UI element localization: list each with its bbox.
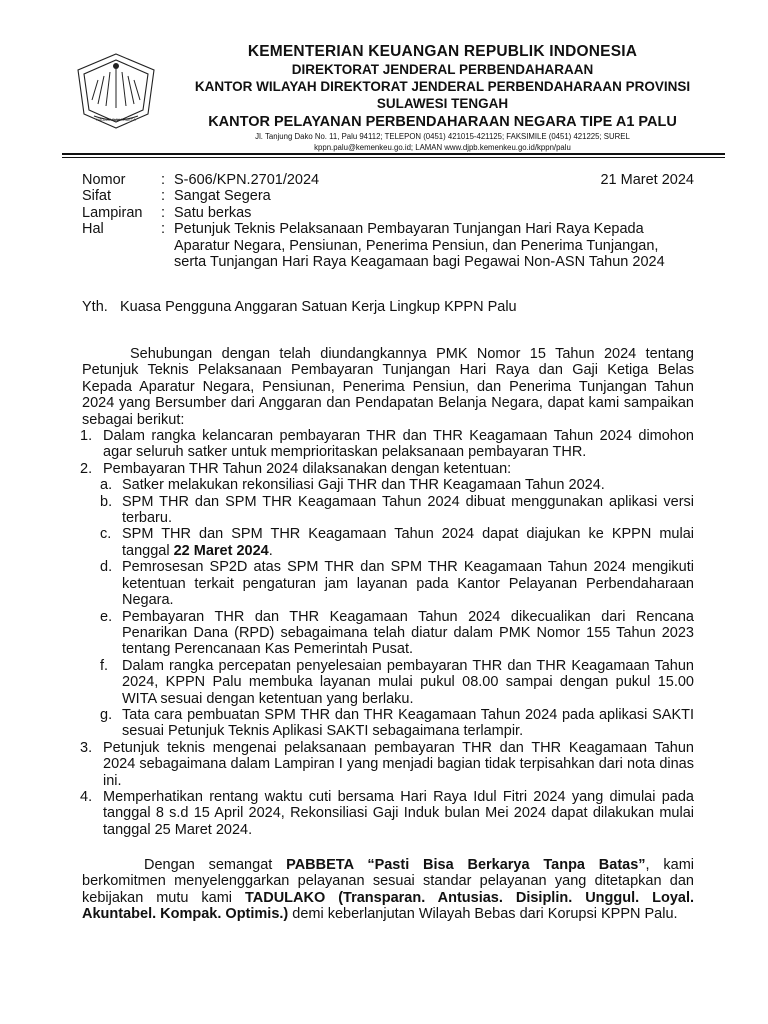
sub-marker: e. [100, 608, 113, 625]
lampiran-label: Lampiran [82, 204, 143, 221]
sub-list-item [82, 609, 694, 658]
sub-marker: f. [100, 657, 109, 674]
letterhead-rule-thick [62, 153, 725, 155]
sub-item-text: SPM THR dan SPM THR Keagamaan Tahun 2024 dapat diajukan ke KPPN mulai tanggal [122, 526, 694, 559]
sub-marker: a. [100, 477, 113, 494]
sifat-label: Sifat [82, 188, 112, 205]
sub-item-text-wrap [122, 526, 694, 559]
addressee-label: Yth. [82, 299, 108, 315]
office-contact: kppn.palu@kemenkeu.go.id; LAMAN www.djpb.kemenkeu.go.id/kppn/palu [314, 143, 571, 152]
sub-list-item [82, 707, 694, 740]
sub-item-text: Pembayaran THR dan THR Keagamaan Tahun 2024 dikecualikan dari Rencana Penarikan Dana (RPD) sebagaimana telah diatur dalam PMK Nomor 155 Tahun 2023 tentang Perencanaan Kas Pemerintah Pusat. [122, 608, 694, 658]
sub-item-end: . [268, 542, 273, 559]
province-name: SULAWESI TENGAH [376, 96, 509, 111]
list-item [82, 789, 694, 838]
motto-tadulako: TADULAKO (Transparan. Antusias. Disiplin. Unggul. Loyal. Akuntabel. Kompak. Optimis.) [82, 889, 694, 923]
lampiran-value: Satu berkas [174, 204, 252, 221]
list-marker: 1. [80, 428, 93, 445]
sub-item-text: Pemrosesan SP2D atas SPM THR dan SPM THR Keagamaan Tahun 2024 mengikuti ketentuan terkait pengaturan jam layanan pada Kantor Pelayanan Perbendaharaan Negara. [122, 559, 694, 609]
directorate-name: DIREKTORAT JENDERAL PERBENDAHARAAN [291, 62, 594, 77]
nomor-label: Nomor [82, 172, 126, 188]
hal-value: Petunjuk Teknis Pelaksanaan Pembayaran Tunjangan Hari Raya Kepada Aparatur Negara, Pensiunan, Penerima Pensiun, dan Penerima Tunjangan, serta Tunjangan Hari Raya Keagamaan bagi Pegawai Non-ASN Tahun 2024 [174, 221, 665, 270]
office-address: Jl. Tanjung Dako No. 11, Palu 94112; TELEPON (0451) 421015-421125; FAKSIMILE (0451) 421225; SUREL [255, 132, 630, 141]
bold-date: 22 Maret 2024 [173, 542, 269, 559]
regional-office-name: KANTOR WILAYAH DIREKTORAT JENDERAL PERBENDAHARAAN PROVINSI [194, 79, 691, 94]
sub-list-item [82, 494, 694, 527]
colon: : [161, 221, 166, 238]
letterhead [165, 42, 720, 153]
hal-label: Hal [82, 221, 104, 238]
sub-list-item [82, 559, 694, 608]
sub-list-item [82, 658, 694, 707]
list-marker: 2. [80, 460, 93, 477]
sifat-value: Sangat Segera [174, 188, 271, 205]
sub-marker: c. [100, 526, 112, 543]
list-item [82, 740, 694, 789]
list-item-text: Dalam rangka kelancaran pembayaran THR dan THR Keagamaan Tahun 2024 dimohon agar seluruh satker untuk memprioritaskan pelaksanaan pembayaran THR. [103, 428, 694, 461]
sub-marker: d. [100, 559, 113, 576]
nomor-value: S-606/KPN.2701/2024 [174, 172, 320, 188]
list-marker: 4. [80, 788, 93, 805]
list-item [82, 428, 694, 461]
sub-list-item [82, 526, 694, 559]
colon: : [161, 204, 166, 221]
motto-pabbeta: PABBETA “Pasti Bisa Berkarya Tanpa Batas” [286, 857, 646, 873]
sub-item-text: Tata cara pembuatan SPM THR dan THR Keagamaan Tahun 2024 pada aplikasi SAKTI sesuai Petunjuk Teknis Aplikasi SAKTI sebagaimana terlampir. [122, 706, 694, 740]
closing-text-2: , kami berkomitmen menyelenggarkan pelayanan sesuai standar pelayanan yang ditetapkan dan kebijakan mutu kami [82, 857, 695, 906]
intro-paragraph: Sehubungan dengan telah diundangkannya PMK Nomor 15 Tahun 2024 tentang Petunjuk Teknis Pelaksanaan Pembayaran Tunjangan Hari Raya dan Gaji Ketiga Belas Kepada Aparatur Negara, Pensiunan, Penerima Pensiun, dan Penerima Tunjangan Tahun 2024 yang Bersumber dari Anggaran dan Pendapatan Belanja Negara, dapat kami sampaikan sebagai berikut: [82, 346, 694, 428]
ministry-name: KEMENTERIAN KEUANGAN REPUBLIK INDONESIA [247, 43, 638, 60]
letter-meta [82, 172, 694, 270]
sub-list-item [82, 477, 694, 493]
office-name: KANTOR PELAYANAN PERBENDAHARAAN NEGARA TIPE A1 PALU [208, 114, 677, 130]
list-item-text: Petunjuk teknis mengenai pelaksanaan pembayaran THR dan THR Keagamaan Tahun 2024 sebagaimana dalam Lampiran I yang menjadi bagian tidak terpisahkan dari nota dinas ini. [103, 739, 694, 789]
list-item-text: Memperhatikan rentang waktu cuti bersama Hari Raya Idul Fitri 2024 yang dimulai pada tanggal 8 s.d 15 April 2024, Rekonsiliasi Gaji Induk bulan Mei 2024 dapat dilakukan mulai tanggal 25 Maret 2024. [103, 788, 694, 838]
colon: : [161, 172, 166, 188]
sub-item-text: SPM THR dan SPM THR Keagamaan Tahun 2024 dibuat menggunakan aplikasi versi terbaru. [122, 493, 694, 527]
sub-item-text: Dalam rangka percepatan penyelesaian pembayaran THR dan THR Keagamaan Tahun 2024, KPPN Palu membuka layanan mulai pukul 08.00 sampai dengan pukul 15.00 WITA sesuai dengan ketentuan yang berlaku. [122, 657, 694, 707]
closing-text-3: demi keberlanjutan Wilayah Bebas dari Korupsi KPPN Palu. [292, 906, 678, 923]
letter-body [82, 346, 694, 838]
letter-date: 21 Maret 2024 [600, 172, 694, 188]
list-item [82, 461, 694, 477]
addressee-value: Kuasa Pengguna Anggaran Satuan Kerja Lingkup KPPN Palu [120, 299, 517, 315]
addressee [82, 299, 517, 315]
logo-ribbon-text: NAGARA DANA RAKCA [96, 118, 136, 122]
closing-text-1: Dengan semangat [144, 857, 273, 873]
colon: : [161, 188, 166, 205]
letterhead-rule-thin [62, 157, 725, 158]
kemenkeu-logo [70, 50, 162, 132]
closing-paragraph [82, 857, 694, 923]
list-marker: 3. [80, 739, 93, 756]
list-item-text: Pembayaran THR Tahun 2024 dilaksanakan dengan ketentuan: [103, 460, 512, 477]
sub-item-text: Satker melakukan rekonsiliasi Gaji THR dan THR Keagamaan Tahun 2024. [122, 477, 605, 494]
sub-marker: g. [100, 706, 113, 723]
sub-marker: b. [100, 493, 113, 510]
